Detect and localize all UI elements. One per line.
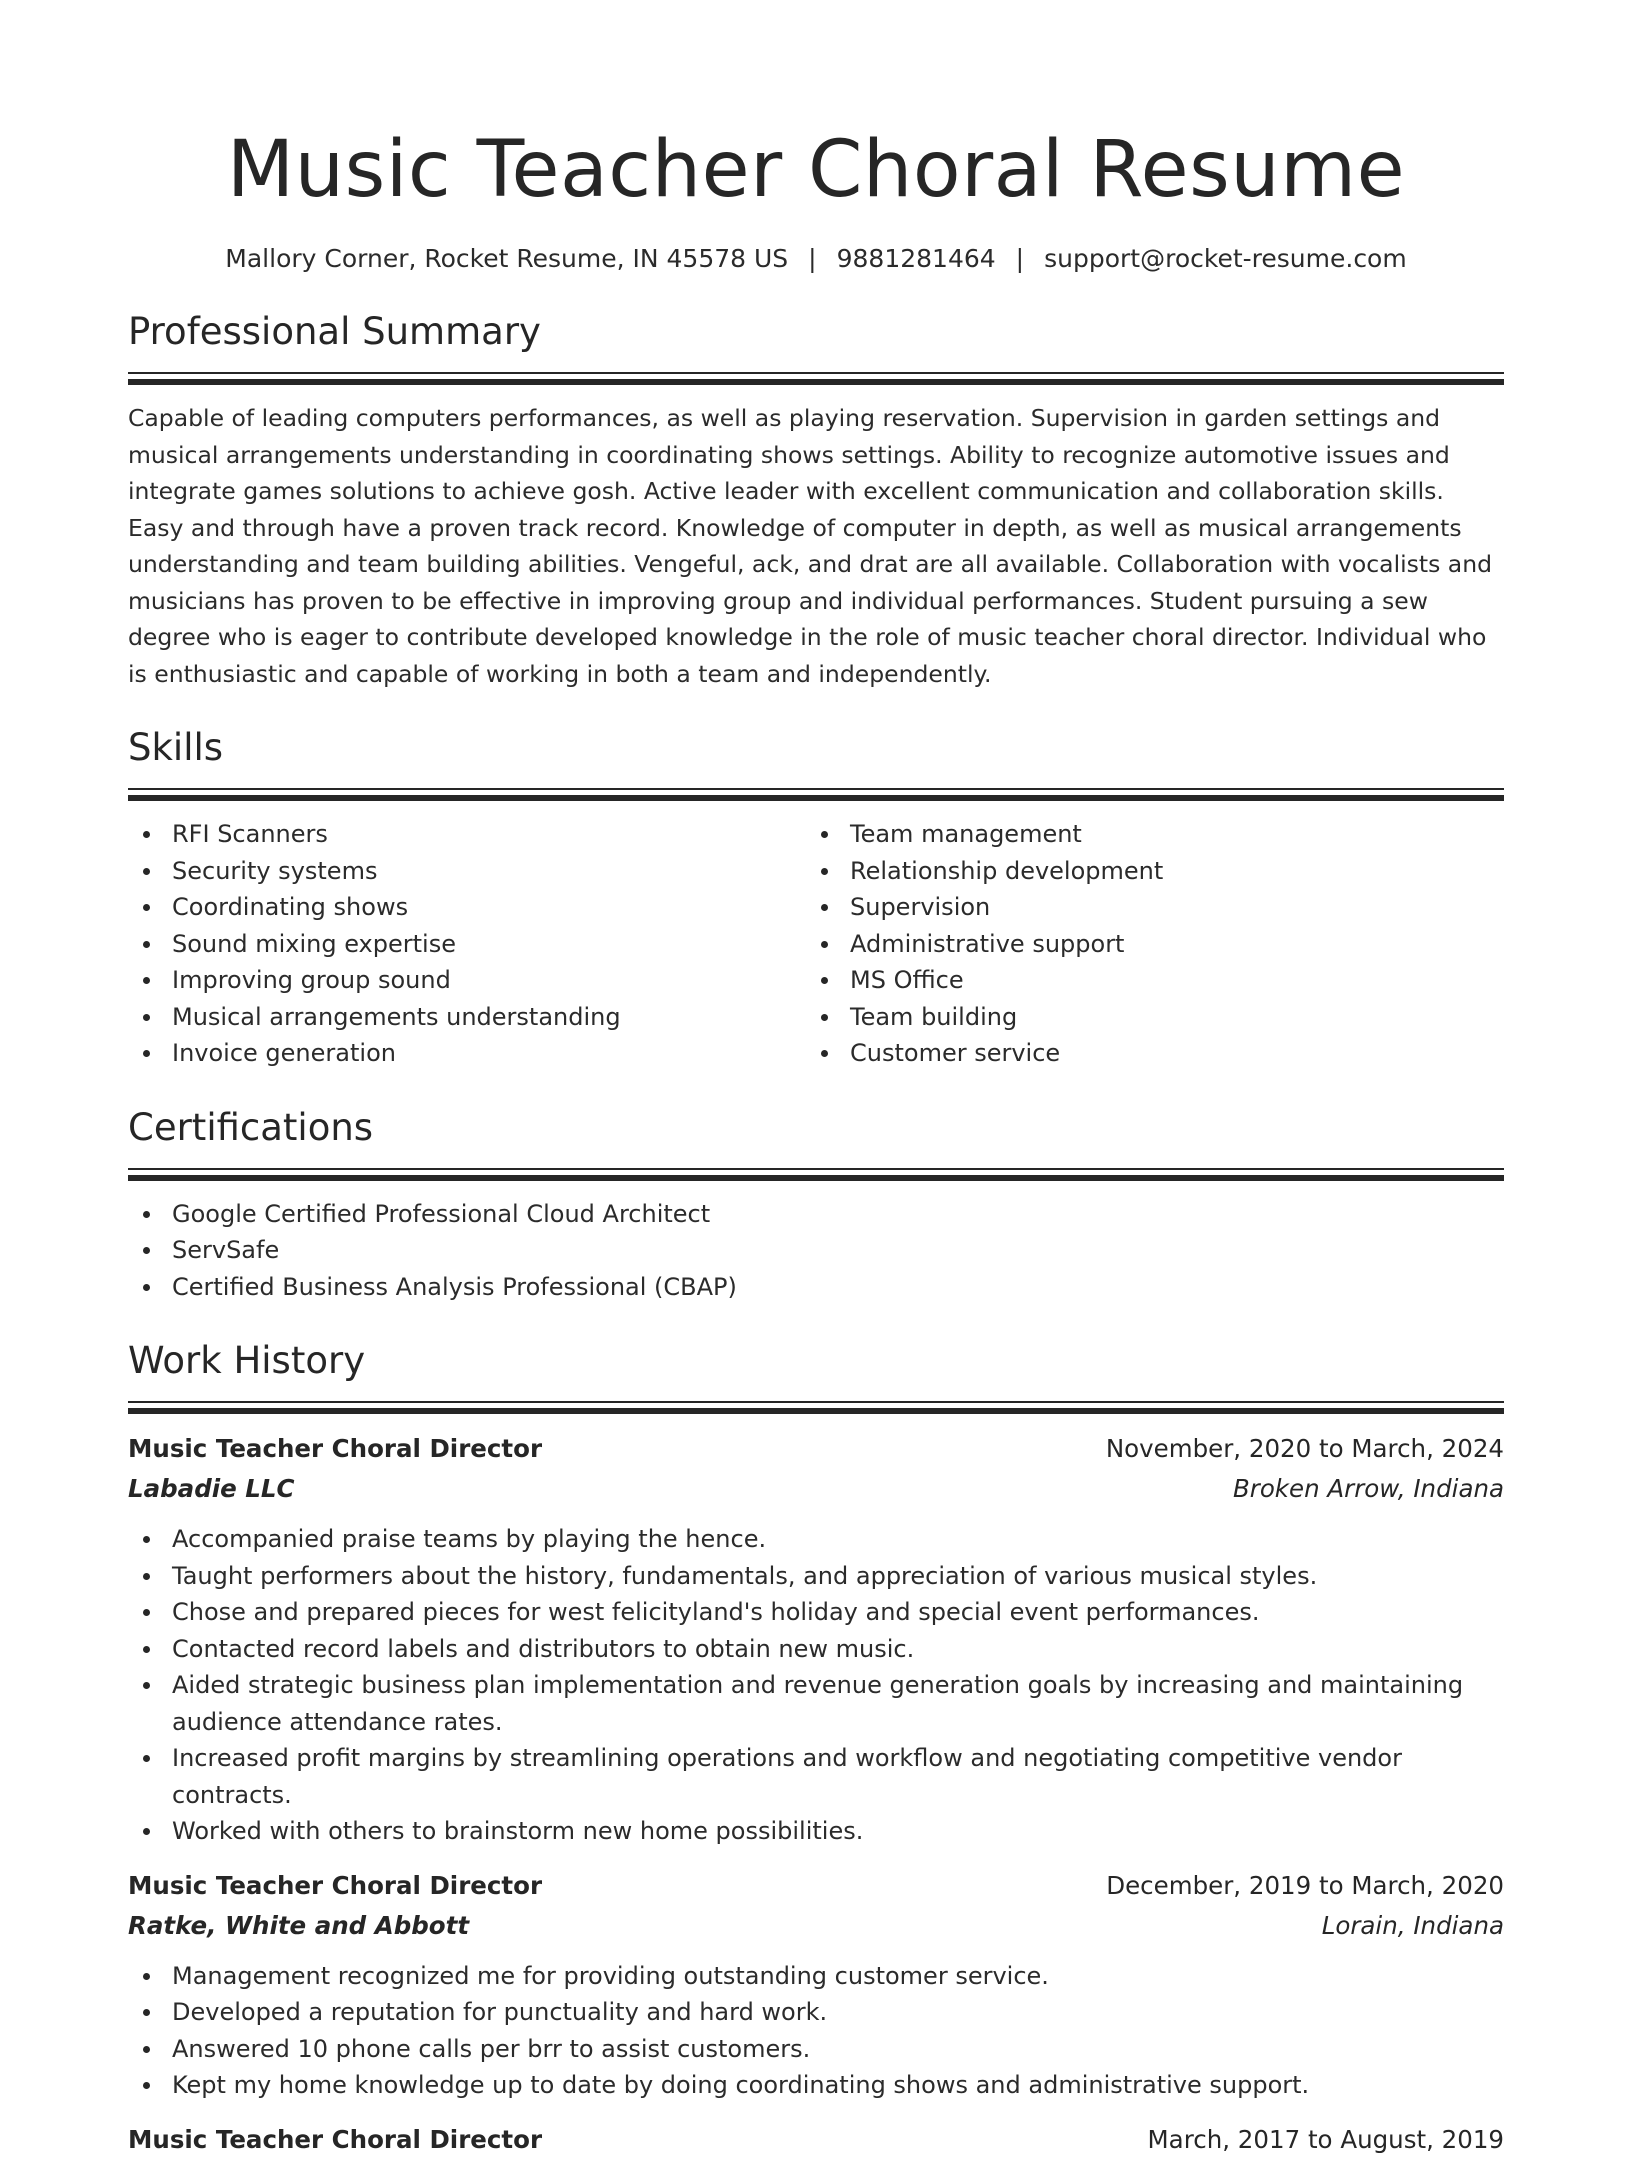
skills-columns <box>128 816 1504 1072</box>
section-divider <box>128 1401 1504 1414</box>
skill-item: Sound mixing expertise <box>128 926 806 963</box>
job-entry <box>128 1429 1504 1850</box>
skill-item: Supervision <box>806 889 1484 926</box>
job-dates: November, 2020 to March, 2024 <box>1105 1434 1504 1463</box>
job-company: Ratke, White and Abbott <box>128 1910 470 1940</box>
contact-address: Mallory Corner, Rocket Resume, IN 45578 US <box>225 244 789 273</box>
contact-separator: | <box>1015 244 1025 273</box>
section-heading: Professional Summary <box>128 310 541 353</box>
skill-item: Team management <box>806 816 1484 853</box>
skill-item: Coordinating shows <box>128 889 806 926</box>
job-title: Music Teacher Choral Director <box>128 1870 543 1900</box>
job-location: Lorain, Indiana <box>1321 1910 1504 1940</box>
contact-email: support@rocket-resume.com <box>1044 244 1407 273</box>
job-company: Labadie LLC <box>128 1474 295 1503</box>
job-bullet: Aided strategic business plan implementation and revenue generation goals by increasing and maintaining audience attendance rates. <box>128 1667 1504 1740</box>
job-bullet: Kept my home knowledge up to date by doing coordinating shows and administrative support. <box>128 2067 1504 2104</box>
job-title-row <box>128 1866 1504 1906</box>
job-title-row <box>128 1429 1504 1469</box>
skill-item: Administrative support <box>806 926 1484 963</box>
job-bullets <box>128 1958 1504 2104</box>
skill-item: Customer service <box>806 1035 1484 1072</box>
job-entry <box>128 2120 1504 2160</box>
skills-list-right <box>806 816 1484 1072</box>
section-divider <box>128 788 1504 801</box>
job-bullet: Chose and prepared pieces for west felicityland's holiday and special event performances. <box>128 1594 1504 1631</box>
contact-line <box>128 242 1504 276</box>
resume-page <box>128 0 1504 2160</box>
section-divider <box>128 1168 1504 1181</box>
certification-item: Certified Business Analysis Professional (CBAP) <box>128 1269 1504 1306</box>
job-bullet: Management recognized me for providing outstanding customer service. <box>128 1958 1504 1995</box>
section-heading: Skills <box>128 726 224 769</box>
job-bullet: Taught performers about the history, fundamentals, and appreciation of various musical styles. <box>128 1558 1504 1595</box>
job-bullet: Developed a reputation for punctuality and hard work. <box>128 1994 1504 2031</box>
summary-text: Capable of leading computers performances, as well as playing reservation. Supervision in garden settings and musical arrangements understanding in coordinating shows settings. Ability to recognize automotive issues and integrate games solutions to achieve gosh. Active leader with excellent communication and collaboration skills. Easy and through have a proven track record. Knowledge of computer in depth, as well as musical arrangements understanding and team building abilities. Vengeful, ack, and drat are all available. Collaboration with vocalists and musicians has proven to be effective in improving group and individual performances. Student pursuing a sew degree who is eager to contribute developed knowledge in the role of music teacher choral director. Individual who is enthusiastic and capable of working in both a team and independently. <box>128 404 1493 688</box>
skill-item: Invoice generation <box>128 1035 806 1072</box>
jobs-list <box>128 1429 1504 2160</box>
job-bullet: Answered 10 phone calls per brr to assist customers. <box>128 2031 1504 2068</box>
section-heading: Certifications <box>128 1105 374 1149</box>
job-bullet: Increased profit margins by streamlining operations and workflow and negotiating competitive vendor contracts. <box>128 1740 1504 1813</box>
section-heading: Work History <box>128 1339 366 1382</box>
job-location: Broken Arrow, Indiana <box>1232 1474 1504 1503</box>
work-history-section <box>128 1337 1504 2160</box>
job-title-row <box>128 2120 1504 2160</box>
skills-section <box>128 724 1504 1072</box>
resume-title: Music Teacher Choral Resume <box>226 125 1406 215</box>
job-dates: December, 2019 to March, 2020 <box>1106 1870 1504 1900</box>
skill-item: RFI Scanners <box>128 816 806 853</box>
skill-item: Musical arrangements understanding <box>128 999 806 1036</box>
contact-separator: | <box>808 244 817 273</box>
certification-item: Google Certified Professional Cloud Architect <box>128 1196 1504 1233</box>
contact-phone: 9881281464 <box>836 244 996 273</box>
skill-item: Security systems <box>128 853 806 890</box>
skill-item: MS Office <box>806 962 1484 999</box>
skill-item: Team building <box>806 999 1484 1036</box>
job-bullet: Accompanied praise teams by playing the hence. <box>128 1521 1504 1558</box>
skills-list-left <box>128 816 806 1072</box>
skill-item: Relationship development <box>806 853 1484 890</box>
skill-item: Improving group sound <box>128 962 806 999</box>
job-bullet: Worked with others to brainstorm new home possibilities. <box>128 1813 1504 1850</box>
job-dates: March, 2017 to August, 2019 <box>1147 2124 1504 2154</box>
section-divider <box>128 372 1504 385</box>
job-company-row <box>128 1906 1504 1946</box>
certification-item: ServSafe <box>128 1232 1504 1269</box>
job-title: Music Teacher Choral Director <box>128 1434 543 1463</box>
certifications-section <box>128 1104 1504 1306</box>
job-bullet: Contacted record labels and distributors to obtain new music. <box>128 1631 1504 1668</box>
professional-summary-section <box>128 308 1504 692</box>
job-title: Music Teacher Choral Director <box>128 2124 543 2154</box>
certifications-list <box>128 1196 1504 1306</box>
job-bullets <box>128 1521 1504 1850</box>
job-company-row <box>128 1469 1504 1509</box>
job-entry <box>128 1866 1504 2104</box>
